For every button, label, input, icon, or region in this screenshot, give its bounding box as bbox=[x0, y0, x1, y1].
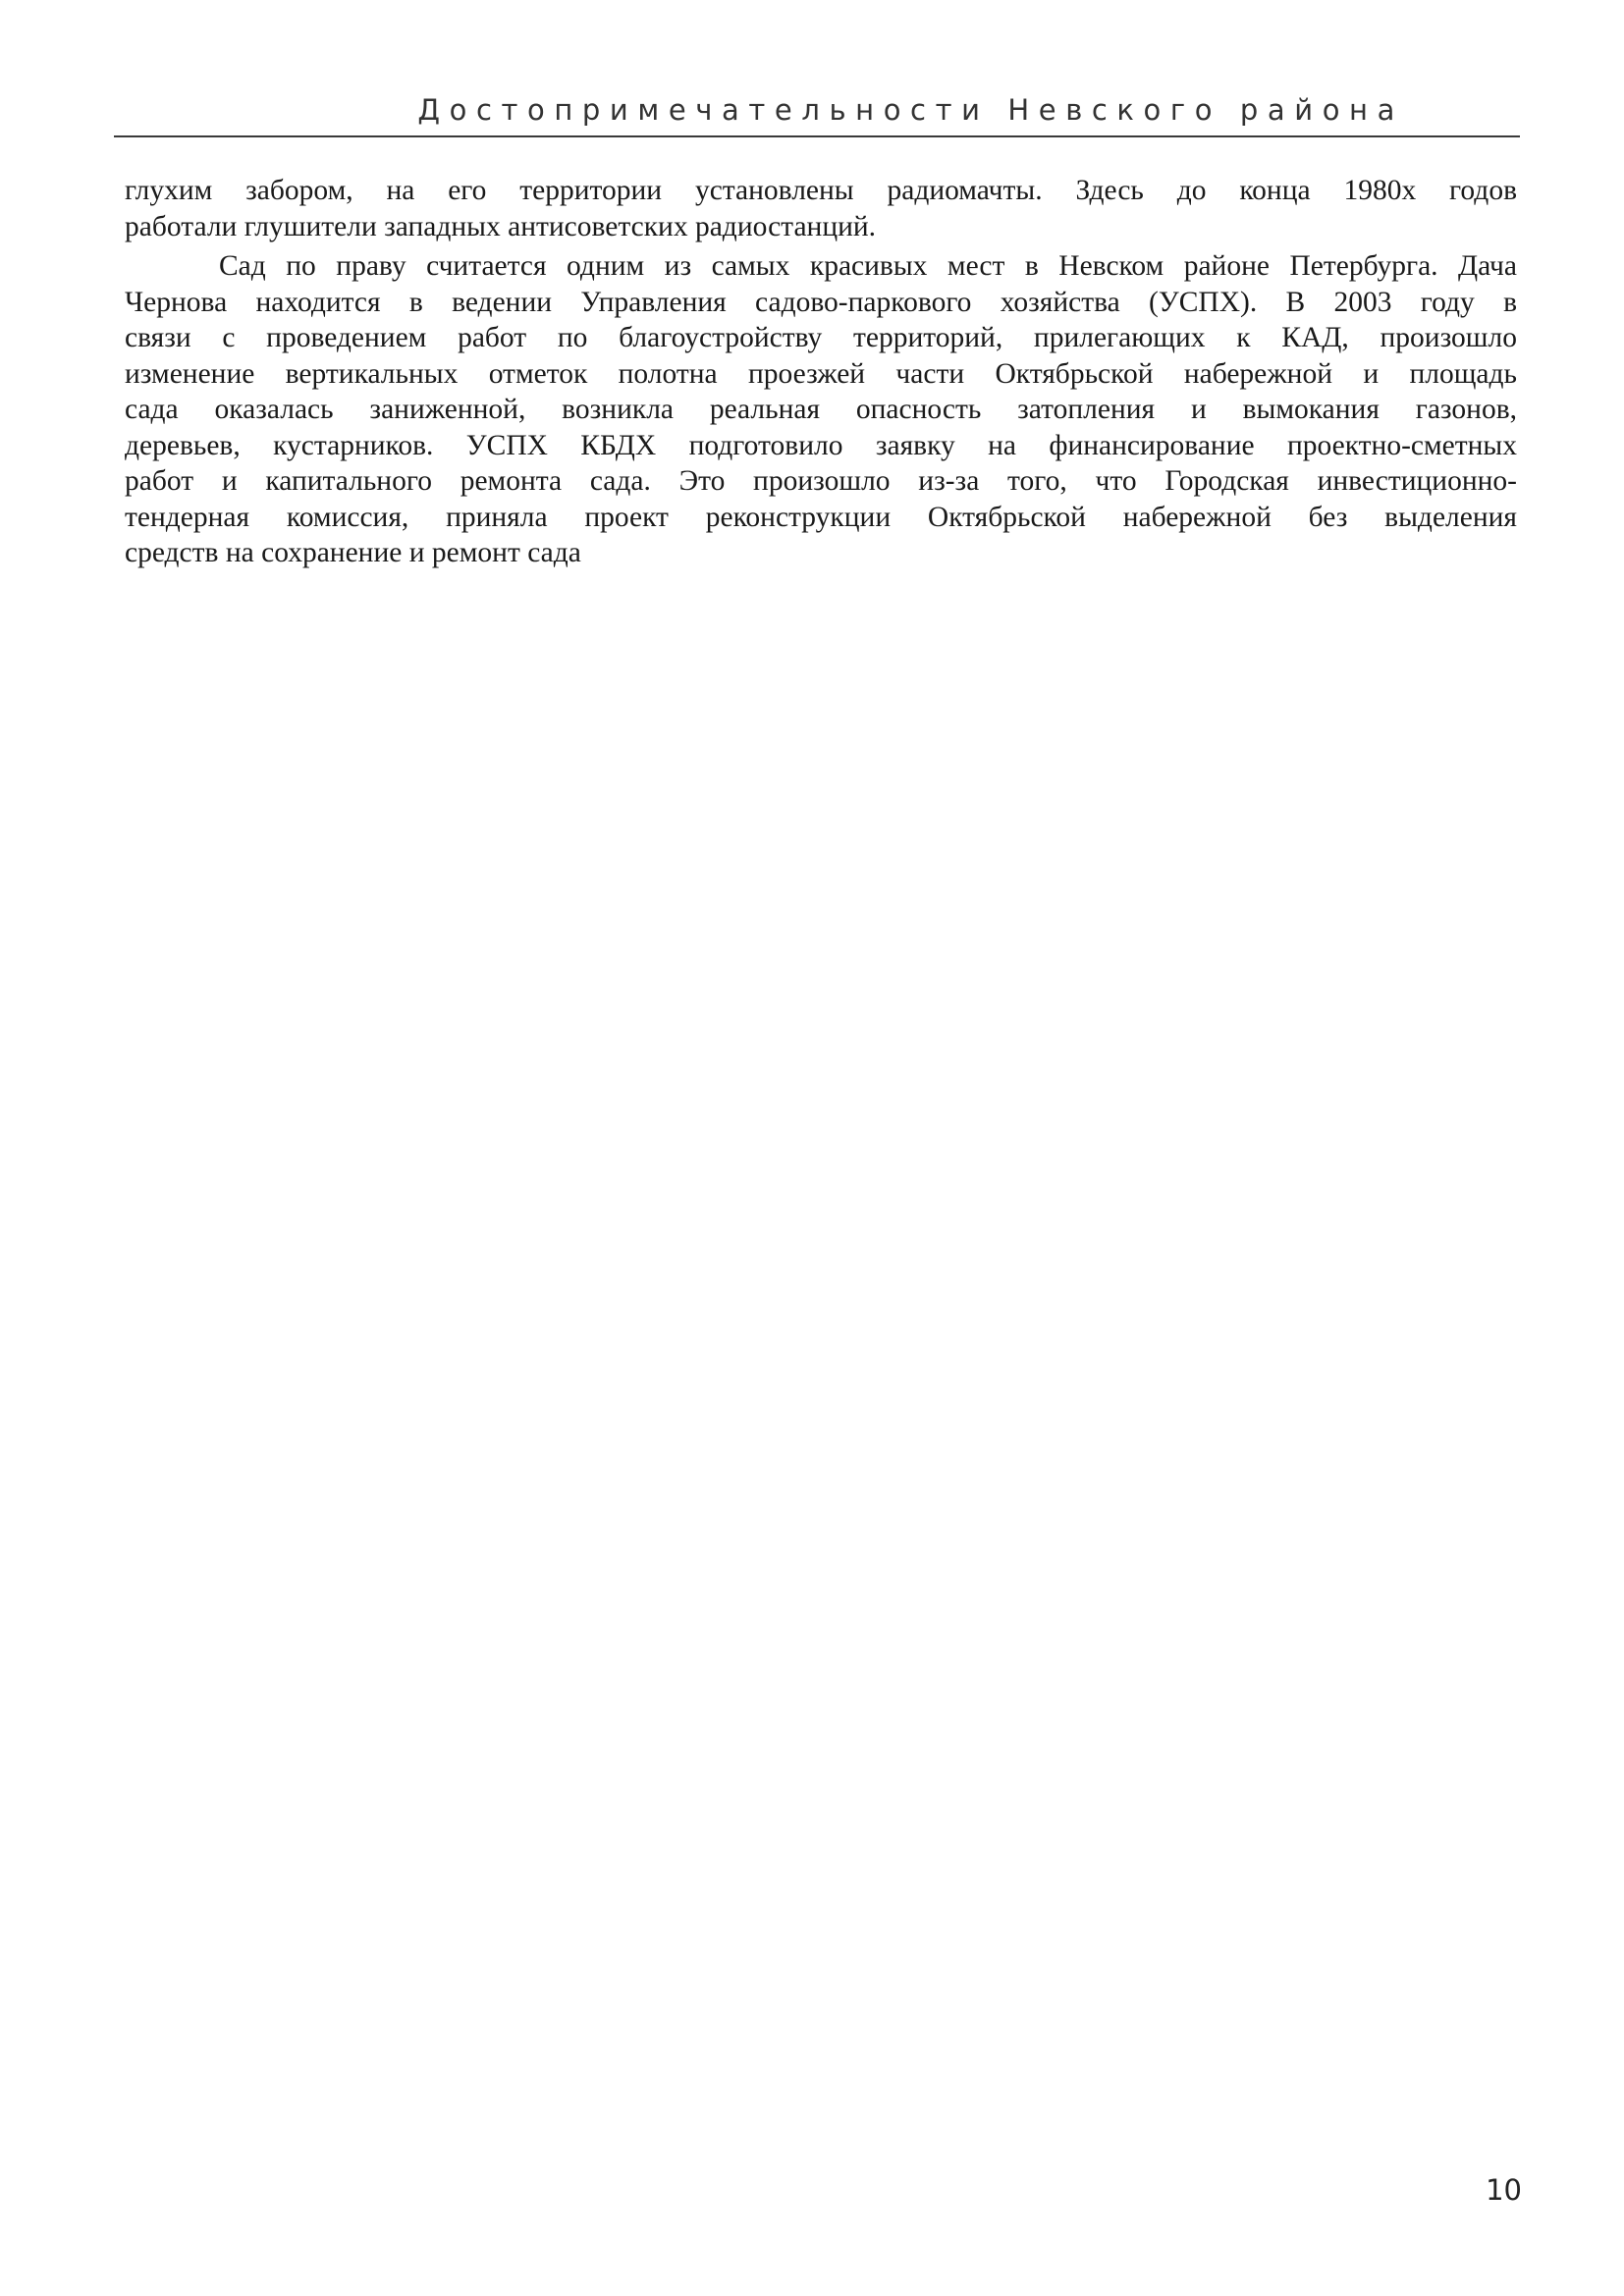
running-header bbox=[114, 92, 1520, 137]
text-line: средств на сохранение и ремонт сада bbox=[125, 537, 581, 568]
text-line: изменение вертикальных отметок полотна проезжей части Октябрьской набережной и площадь bbox=[125, 357, 1517, 390]
text-line: работ и капитального ремонта сада. Это произошло из-за того, что Городская инвестиционно- bbox=[125, 465, 1517, 497]
text-line: сада оказалась заниженной, возникла реальная опасность затопления и вымокания газонов, bbox=[125, 394, 1517, 425]
text-line: тендерная комиссия, приняла проект реконструкции Октябрьской набережной без выделения bbox=[125, 501, 1517, 533]
text-line: работали глушители западных антисоветских радиостанций. bbox=[125, 210, 877, 242]
text-line: деревьев, кустарников. УСПХ КБДХ подготовило заявку на финансирование проектно-сметных bbox=[125, 429, 1517, 461]
body-text bbox=[125, 173, 1517, 575]
paragraph-2 bbox=[125, 248, 1517, 571]
text-line: глухим забором, на его территории установлены радиомачты. Здесь до конца 1980х годов bbox=[125, 175, 1517, 206]
paragraph-1 bbox=[125, 173, 1517, 244]
running-header-title: Достопримечательности Невского района bbox=[417, 93, 1404, 127]
text-line: связи с проведением работ по благоустройству территорий, прилегающих к КАД, произошло bbox=[125, 322, 1517, 353]
text-line: Сад по праву считается одним из самых красивых мест в Невском районе Петербурга. Дача bbox=[219, 250, 1517, 282]
text-line: Чернова находится в ведении Управления садово-паркового хозяйства (УСПХ). В 2003 году в bbox=[125, 286, 1517, 318]
page-number: 10 bbox=[1486, 2173, 1522, 2207]
